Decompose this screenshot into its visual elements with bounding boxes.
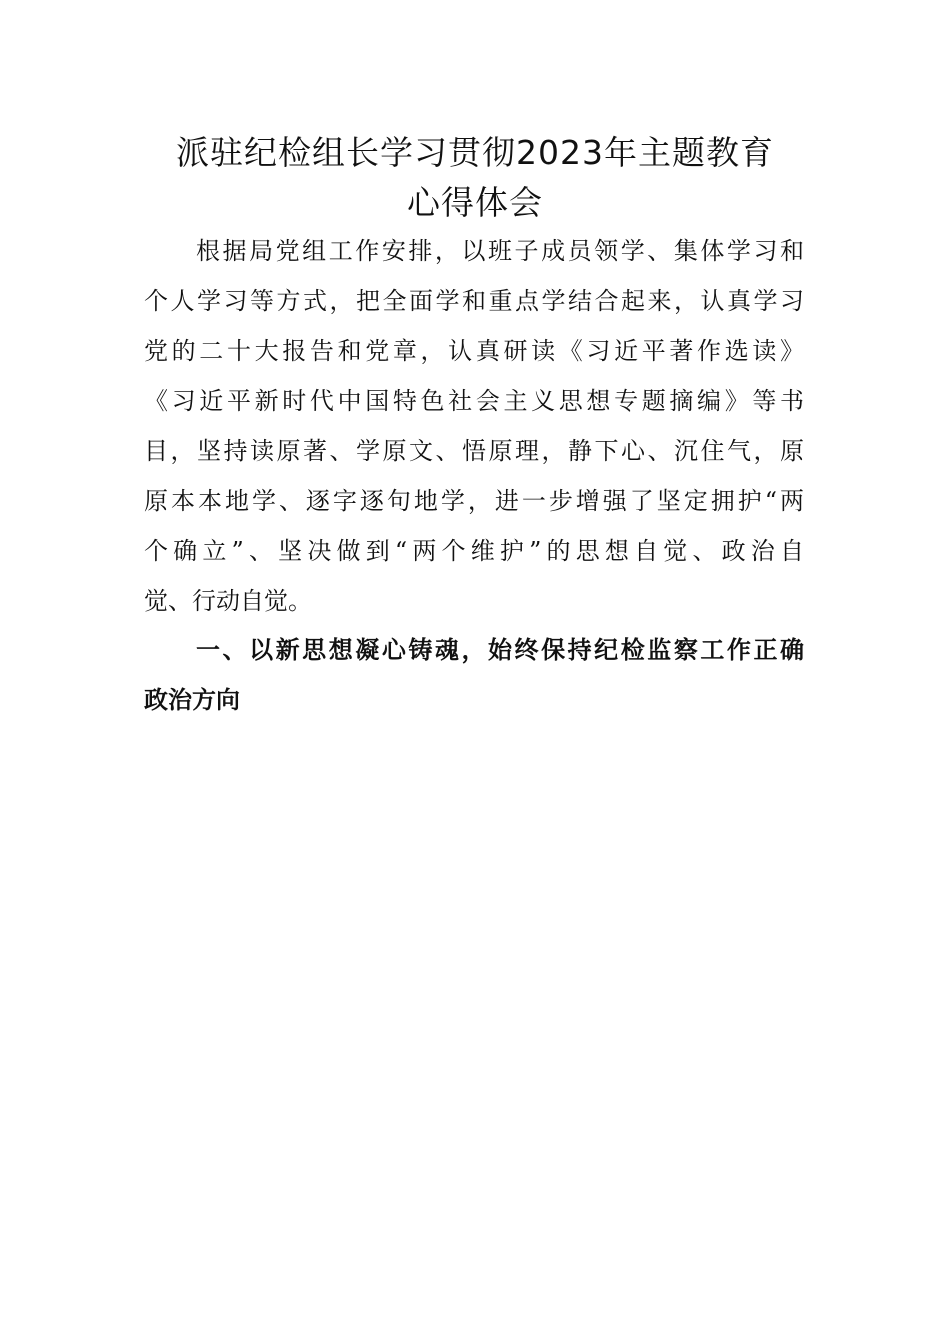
- paragraph-1-line-3: 党的二十大报告和党章，认真研读《习近平著作选读》: [144, 337, 804, 365]
- paragraph-1-line-5: 目，坚持读原著、学原文、悟原理，静下心、沉住气，原: [144, 437, 804, 465]
- paragraph-1-line-4: 《习近平新时代中国特色社会主义思想专题摘编》等书: [144, 387, 804, 415]
- section-1-heading-line-2: 政治方向: [144, 686, 240, 714]
- paragraph-1-line-8: 觉、行动自觉。: [144, 587, 312, 615]
- section-1-heading-line-1: 一、以新思想凝心铸魂，始终保持纪检监察工作正确: [196, 636, 804, 664]
- paragraph-1-line-6: 原本本地学、逐字逐句地学，进一步增强了坚定拥护“两: [144, 487, 804, 515]
- paragraph-1-line-1: 根据局党组工作安排，以班子成员领学、集体学习和: [196, 237, 804, 265]
- paragraph-1-line-2: 个人学习等方式，把全面学和重点学结合起来，认真学习: [144, 287, 804, 315]
- document-title-line-1: 派驻纪检组长学习贯彻2023年主题教育: [176, 133, 774, 172]
- document-title-line-2: 心得体会: [407, 183, 543, 222]
- paragraph-1-line-7: 个确立”、坚决做到“两个维护”的思想自觉、政治自: [144, 537, 804, 565]
